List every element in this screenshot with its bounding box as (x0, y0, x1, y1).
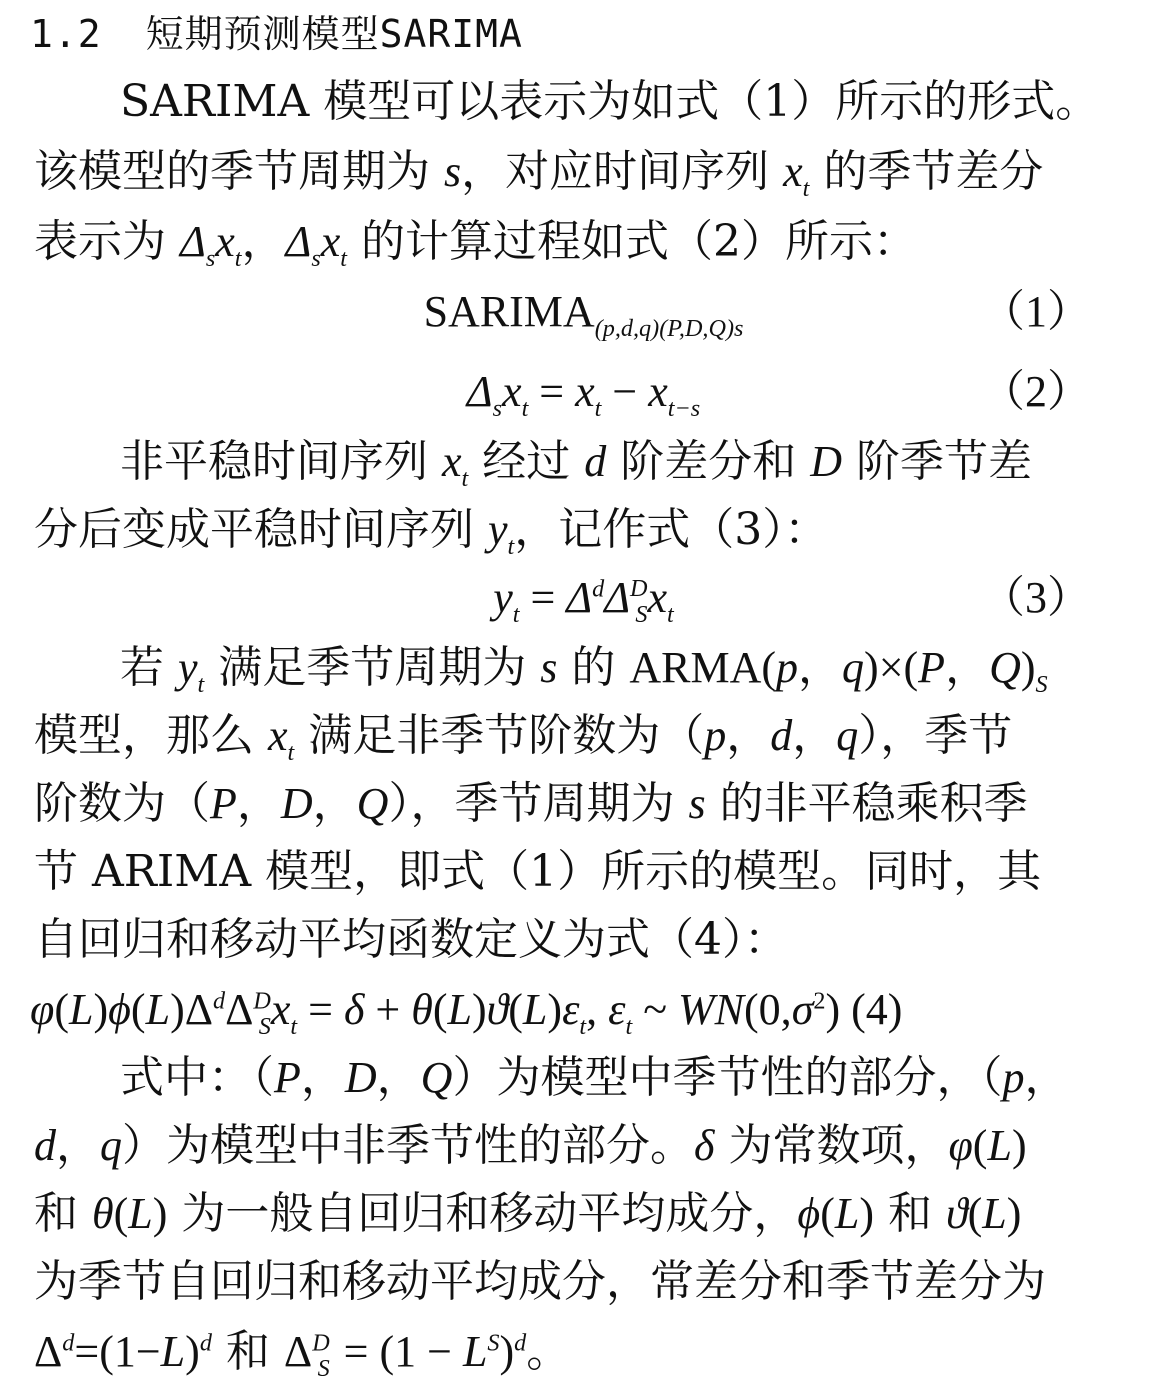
paragraph-3-line-4: 节 ARIMA 模型，即式（1）所示的模型。同时，其 (34, 846, 1042, 897)
equation-4-tag: (4) (851, 985, 903, 1034)
paper-page: 1.2 短期预测模型SARIMA SARIMA 模型可以表示为如式（1）所示的形式。 该模型的季节周期为 s，对应时间序列 $x_t$ 的季节差分 表示为 $\Delta_sx_t$，$\Delta_sx_t$ 的计算过程如式（2）所示： $SARIMA_{(p,d,q)(P,D,Q)s}$ （1） $\Delta_sx_t = x_t - x_{t-s}$ （2） 非平稳时间序列 $x_t$ 经过 d 阶差分和 D 阶季节差 分后变成平稳时间序列 $y_t$，记作式（3）： $y_t = \Delta^d\Delta^D_Sx_t$ （3） 若 $y_t$ 满足季节周期为 s 的 ARMA(p，q)×(P，$Q)_S$ 模型，那么 $x_t$ 满足非季节阶数为（p，d，q），季节 阶数为（P，D，Q），季节周期为 s 的非平稳乘积季 节 ARIMA 模型，即式（1）所示的模型。同时，其 自回归和移动平均函数定义为式（4）： $\varphi(L)\phi(L)\Delta^d\Delta^D_Sx_t = \delta + \theta(L)ϑ(L)\varepsilon_t$, $\varepsilon_t$ ~ $WN(0,\sigma^2)$ (4) 式中：（P，D，Q）为模型中季节性的部分，（p， d，q）为模型中非季节性的部分。δ 为常数项，φ(L) 和 θ(L) 为一般自回归和移动平均成分，ϕ(L) 和 ϑ(L) 为季节自回归和移动平均成分，常差分和季节差分为 $\Delta^d=(1-L)^d$ 和 $\Delta^D_S = (1 - L^S)^d$。 (0, 0, 1167, 1392)
paragraph-4-line-2: d，q）为模型中非季节性的部分。δ 为常数项，φ(L) (34, 1120, 1027, 1171)
paragraph-2-line-1: 非平稳时间序列 $x_t$ 经过 d 阶差分和 D 阶季节差 (120, 436, 1033, 492)
paragraph-4-line-5: $\Delta^d=(1-L)^d$ 和 $\Delta^D_S = (1 - L^S)^d$。 (34, 1326, 571, 1382)
equation-4: $\varphi(L)\phi(L)\Delta^d\Delta^D_Sx_t = \delta + \theta(L)ϑ(L)\varepsilon_t$, $\varepsilon_t$ ~ $WN(0,\sigma^2)$ (4) (30, 985, 903, 1040)
equation-1-tag: （1） (981, 287, 1091, 336)
equation-1-subscript: (p,d,q)(P,D,Q)s (594, 314, 744, 342)
paragraph-4-line-3: 和 θ(L) 为一般自回归和移动平均成分，ϕ(L) 和 ϑ(L) (34, 1188, 1022, 1239)
paragraph-1-line-1: SARIMA 模型可以表示为如式（1）所示的形式。 (120, 76, 1100, 127)
section-heading (30, 6, 523, 62)
paragraph-1-line-3: 表示为 $\Delta_sx_t$，$\Delta_sx_t$ 的计算过程如式（2）所示： (34, 216, 918, 272)
paragraph-1-line-2: 该模型的季节周期为 s，对应时间序列 $x_t$ 的季节差分 (34, 146, 1044, 202)
paragraph-2-line-2: 分后变成平稳时间序列 $y_t$，记作式（3）： (34, 504, 829, 560)
paragraph-3-line-5: 自回归和移动平均函数定义为式（4）： (34, 914, 788, 965)
paragraph-4-line-1: 式中：（P，D，Q）为模型中季节性的部分，（p， (120, 1052, 1069, 1103)
paragraph-3-line-1: 若 $y_t$ 满足季节周期为 s 的 ARMA(p，q)×(P，$Q)_S$ (120, 642, 1048, 698)
equation-1-main: SARIMA (423, 287, 595, 336)
equation-2-tag: （2） (981, 367, 1091, 416)
paragraph-4-line-4: 为季节自回归和移动平均成分，常差分和季节差分为 (34, 1256, 1046, 1307)
paragraph-3-line-3: 阶数为（P，D，Q），季节周期为 s 的非平稳乘积季 (34, 778, 1028, 829)
equation-3-tag: （3） (981, 573, 1091, 622)
section-title: 短期预测模型SARIMA (145, 12, 523, 56)
section-number: 1.2 (30, 12, 102, 56)
paragraph-3-line-2: 模型，那么 $x_t$ 满足非季节阶数为（p，d，q），季节 (34, 710, 1013, 766)
